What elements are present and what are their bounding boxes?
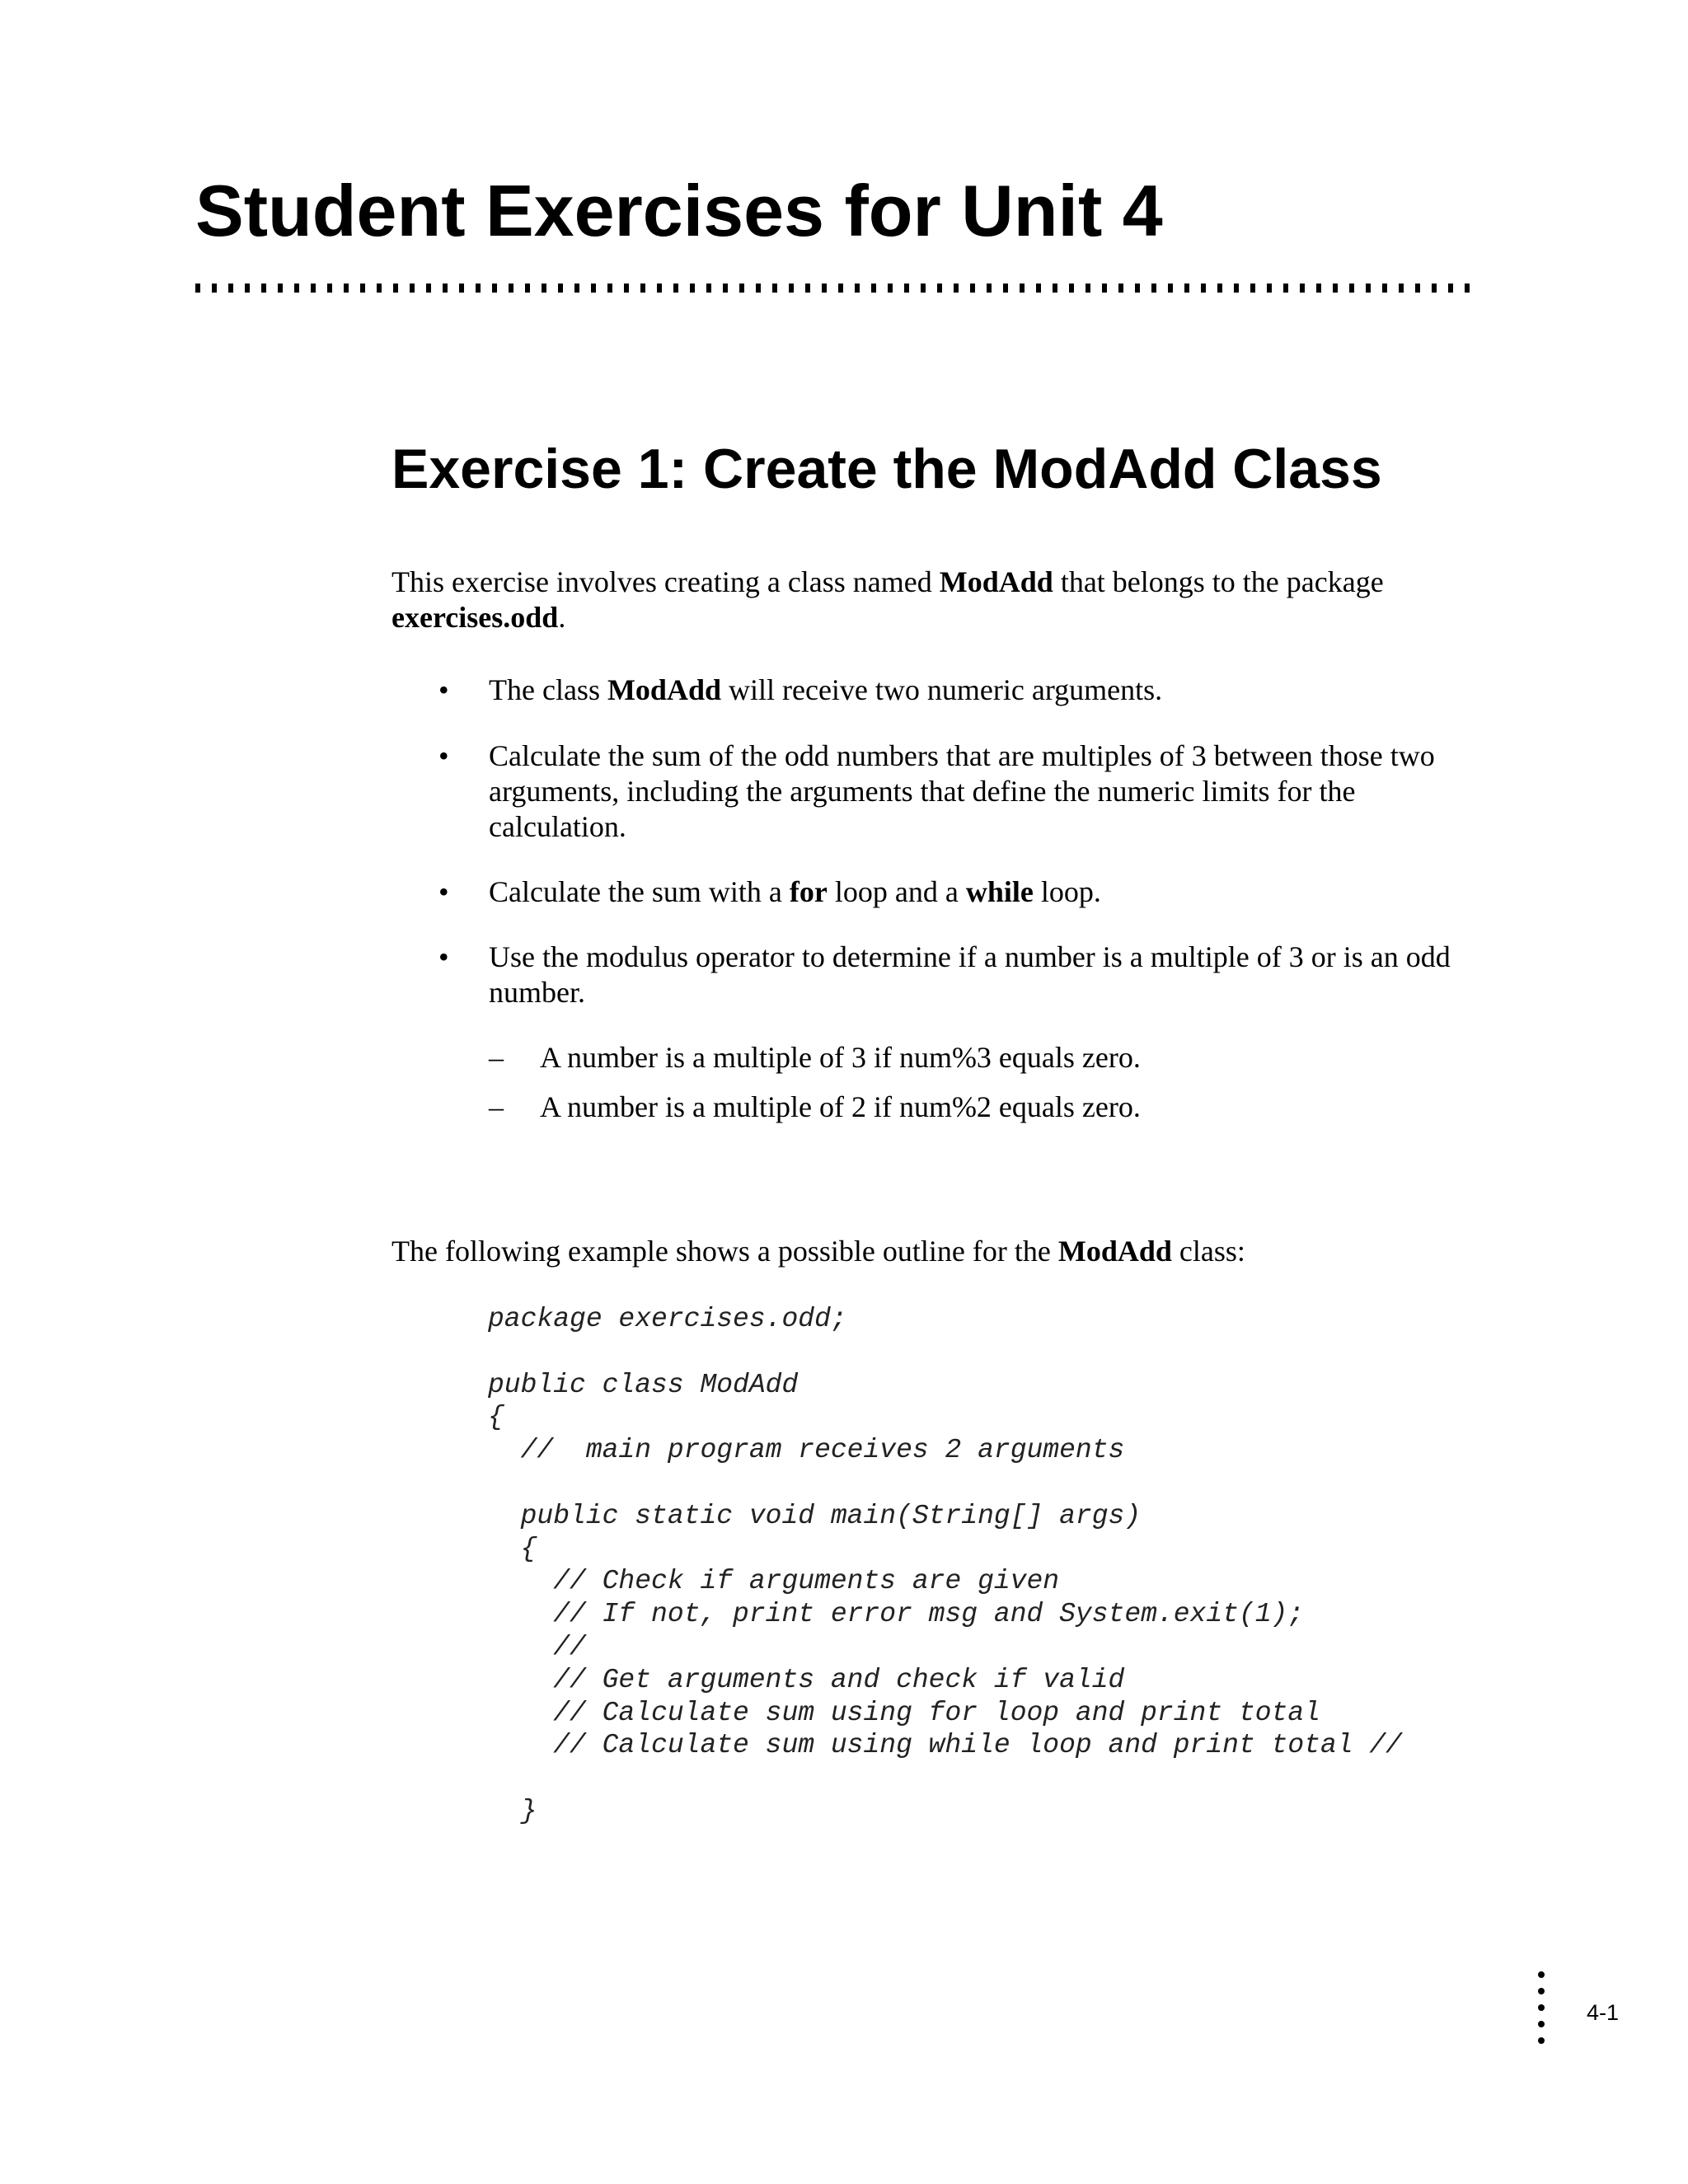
exercise-intro: [392, 565, 1488, 635]
code-line: //: [488, 1631, 586, 1662]
code-line: public class ModAdd: [488, 1369, 799, 1400]
list-item: [392, 673, 1488, 708]
page-title: Student Exercises for Unit 4: [195, 170, 1163, 251]
intro-text-mid: that belongs to the package: [1053, 565, 1384, 598]
bullet-text: Calculate the sum with a for loop and a while loop.: [489, 875, 1101, 908]
intro-text-pre: This exercise involves creating a class named: [392, 565, 940, 598]
code-line: [488, 1762, 1402, 1795]
bullet-icon: •: [438, 673, 449, 706]
page-number: 4-1: [1587, 2000, 1620, 2025]
sub-list: [489, 1040, 1488, 1125]
list-item: [392, 940, 1488, 1125]
code-line: }: [488, 1795, 537, 1826]
title-dotted-rule: [195, 284, 1481, 293]
intro-package-name: exercises.odd: [392, 601, 559, 634]
margin-dots-decoration: [1538, 1971, 1545, 2054]
code-line: [488, 1467, 1402, 1500]
code-block: [488, 1303, 1402, 1828]
bullet-text: Use the modulus operator to determine if a number is a multiple of 3 or is an odd number.: [489, 940, 1451, 1009]
bullet-icon: •: [438, 875, 449, 908]
requirements-list: [392, 673, 1488, 1125]
sub-list-item: [489, 1040, 1488, 1076]
sub-list-item: [489, 1090, 1488, 1125]
dash-icon: –: [489, 1041, 504, 1074]
code-line: {: [488, 1402, 504, 1433]
sub-item-text: A number is a multiple of 3 if num%3 equals zero.: [540, 1041, 1141, 1074]
bullet-text: The class ModAdd will receive two numeric arguments.: [489, 673, 1163, 706]
code-line: {: [488, 1533, 537, 1564]
code-line: [488, 1336, 1402, 1369]
for-keyword: for: [789, 875, 828, 908]
while-keyword: while: [965, 875, 1034, 908]
list-item: [392, 874, 1488, 910]
bullet-icon: •: [438, 940, 449, 973]
bullet-text: Calculate the sum of the odd numbers that are multiples of 3 between those two arguments, including the arguments that define the numeric limits for the calculation.: [489, 739, 1435, 843]
sub-item-text: A number is a multiple of 2 if num%2 equals zero.: [540, 1090, 1141, 1123]
outline-class-name: ModAdd: [1057, 1235, 1172, 1268]
code-line: // Check if arguments are given: [488, 1566, 1060, 1597]
class-name: ModAdd: [607, 673, 721, 706]
code-line: // main program receives 2 arguments: [488, 1435, 1125, 1466]
code-line: public static void main(String[] args): [488, 1500, 1142, 1531]
code-line: // If not, print error msg and System.exit(1);: [488, 1599, 1305, 1630]
list-item: [392, 738, 1488, 845]
code-line: // Calculate sum using for loop and print total: [488, 1697, 1320, 1728]
code-line: // Calculate sum using while loop and print total //: [488, 1730, 1402, 1761]
exercise-title: Exercise 1: Create the ModAdd Class: [392, 438, 1382, 500]
outline-intro: The following example shows a possible outline for the ModAdd class:: [392, 1235, 1245, 1268]
bullet-icon: •: [438, 739, 449, 772]
code-line: // Get arguments and check if valid: [488, 1664, 1125, 1695]
intro-class-name: ModAdd: [939, 565, 1053, 598]
intro-text-end: .: [558, 601, 566, 634]
code-line: package exercises.odd;: [488, 1304, 847, 1334]
dash-icon: –: [489, 1090, 504, 1123]
